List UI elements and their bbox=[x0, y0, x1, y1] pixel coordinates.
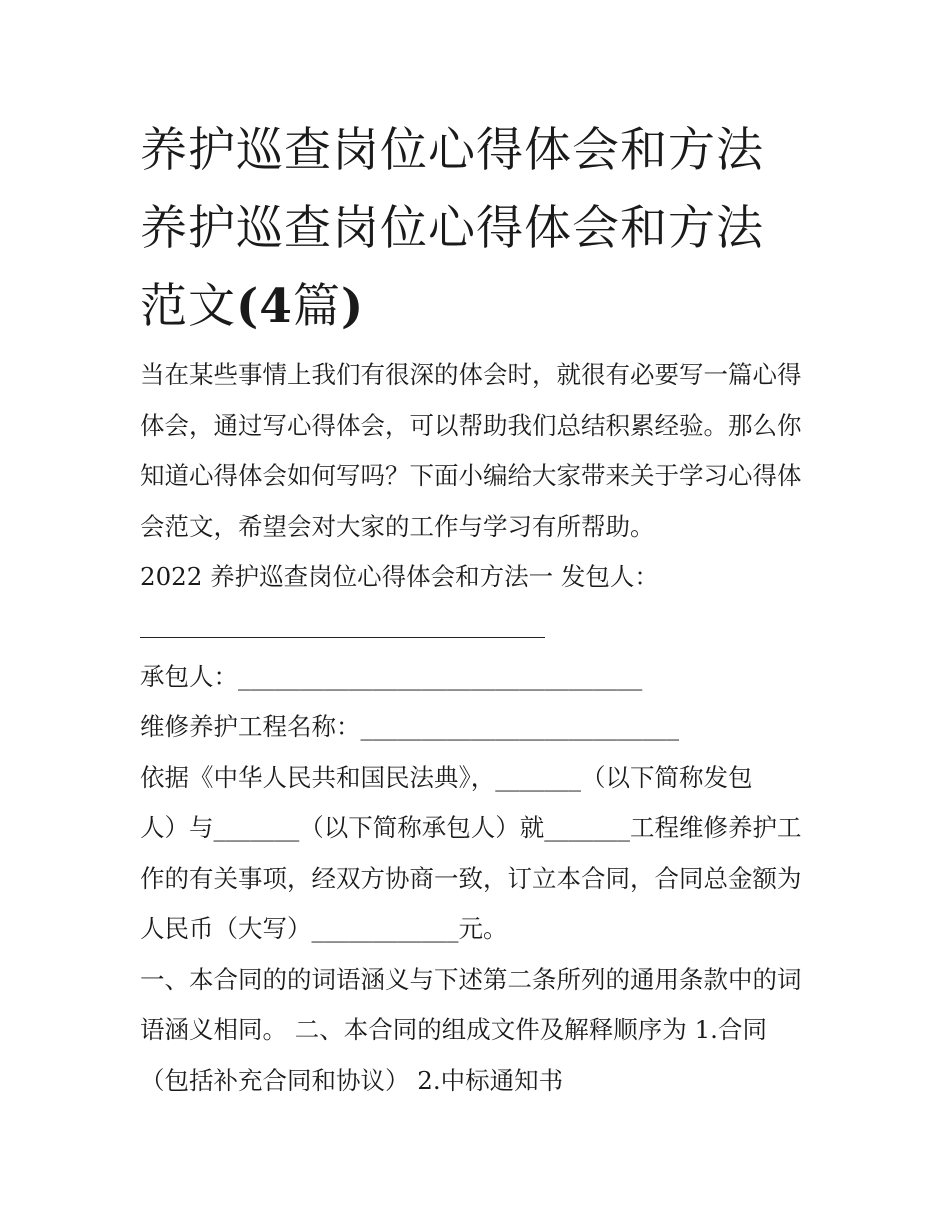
title-line-3-unit: 篇 bbox=[292, 279, 341, 334]
body-line-3: 作的有关事项，经双方协商一致，订立本合同，合同总金额为 bbox=[140, 863, 802, 893]
body-line-6: 语涵义相同。 二、本合同的组成文件及解释顺序为 1.合同 bbox=[140, 1015, 767, 1044]
contractor-line: 承包人：_________________________________ bbox=[140, 661, 643, 691]
body-line-7: （包括补充合同和协议） 2.中标通知书 bbox=[140, 1065, 564, 1095]
title-line-3 bbox=[140, 268, 820, 346]
employer-blank-line bbox=[140, 603, 545, 638]
title-line-1: 养护巡查岗位心得体会和方法 bbox=[140, 123, 764, 178]
intro-line-1: 当在某些事情上我们有很深的体会时，就很有必要写一篇心得 bbox=[140, 360, 802, 389]
project-name-line: 维修养护工程名称：__________________________ bbox=[140, 712, 679, 741]
body-line-2: 人）与_______（以下简称承包人）就_______工程维修养护工 bbox=[140, 813, 802, 842]
document-page bbox=[140, 112, 820, 1106]
body-line-4: 人民币（大写）____________元。 bbox=[140, 914, 508, 943]
body-line-5: 一、本合同的的词语涵义与下述第二条所列的通用条款中的词 bbox=[140, 964, 802, 994]
title-line-3-count: (4 bbox=[236, 279, 293, 334]
title-line-2: 养护巡查岗位心得体会和方法 bbox=[140, 201, 764, 256]
document-title bbox=[140, 112, 820, 346]
intro-line-2: 体会，通过写心得体会，可以帮助我们总结积累经验。那么你 bbox=[140, 410, 802, 440]
section-heading: 2022 养护巡查岗位心得体会和方法一 发包人： bbox=[140, 562, 659, 591]
title-line-3-prefix: 范文 bbox=[140, 279, 236, 334]
title-line-3-close: ) bbox=[340, 279, 365, 334]
body-line-1: 依据《中华人民共和国民法典》，_______（以下简称发包 bbox=[140, 762, 753, 792]
intro-line-3: 知道心得体会如何写吗？下面小编给大家带来关于学习心得体 bbox=[140, 461, 802, 490]
intro-line-4: 会范文，希望会对大家的工作与学习有所帮助。 bbox=[140, 511, 655, 541]
